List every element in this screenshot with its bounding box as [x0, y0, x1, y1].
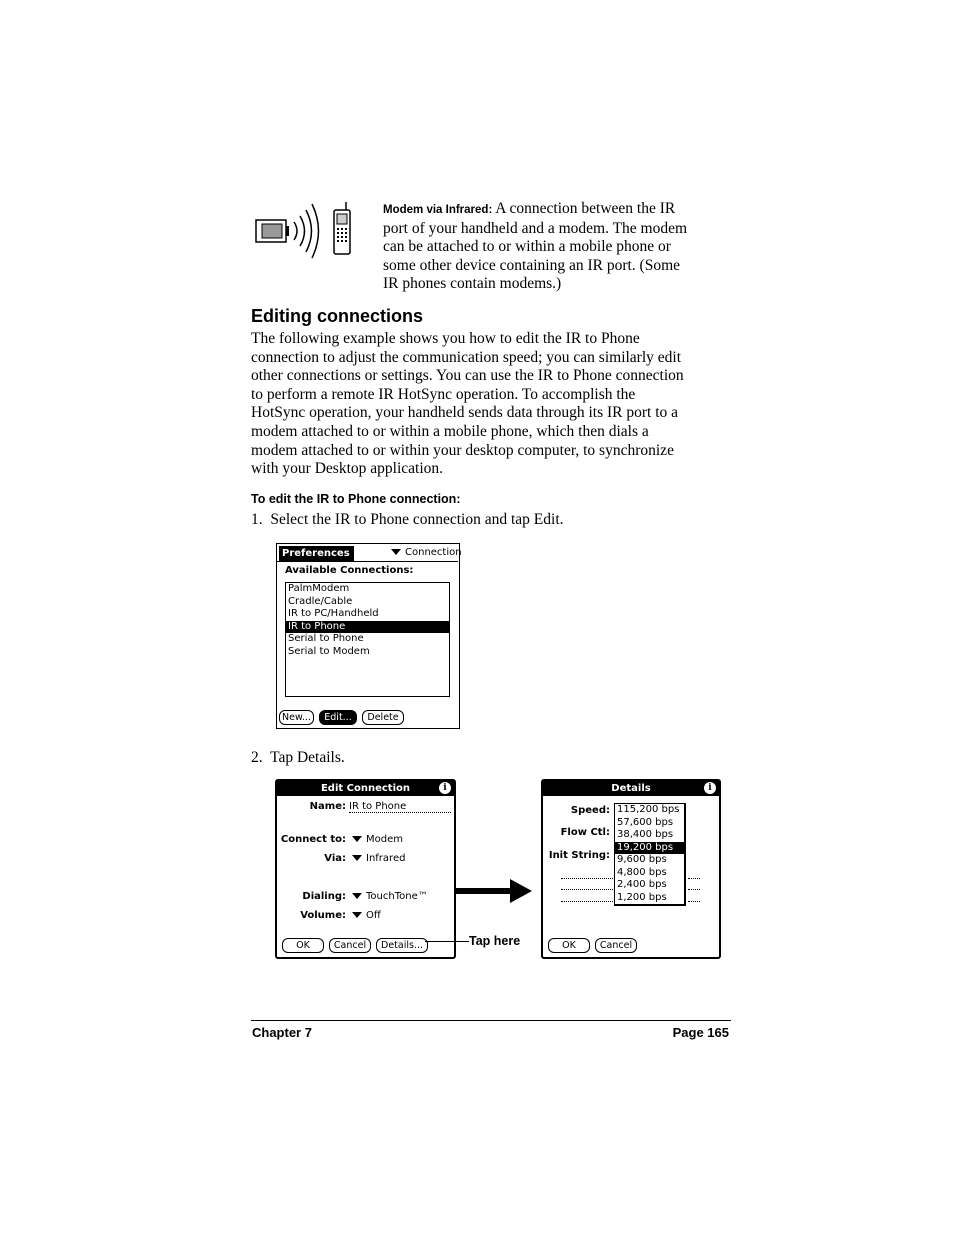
preferences-title: Preferences: [279, 546, 354, 561]
edit-connection-title: [277, 781, 454, 796]
flow-control-label: Flow Ctl:: [560, 827, 610, 838]
footer-page: Page 165: [672, 1025, 729, 1040]
delete-button[interactable]: Delete: [362, 710, 404, 725]
chevron-down-icon: [352, 836, 362, 842]
footer-chapter: Chapter 7: [252, 1025, 312, 1040]
body-line: other connections or settings. You can use the IR to Phone connection: [251, 367, 684, 385]
new-button[interactable]: New...: [279, 710, 314, 725]
section-heading: Editing connections: [251, 306, 424, 326]
dialing-picker[interactable]: [352, 891, 428, 902]
details-screen: [541, 779, 721, 959]
via-picker[interactable]: [352, 853, 405, 864]
modem-line: A connection between the IR: [492, 200, 676, 217]
tap-here-callout: Tap here: [469, 934, 521, 948]
list-item[interactable]: 38,400 bps: [617, 829, 674, 840]
connections-list[interactable]: [285, 582, 450, 697]
arrow-right-icon: [456, 876, 536, 906]
list-item[interactable]: 4,800 bps: [617, 866, 667, 878]
category-value: Connection: [405, 547, 462, 558]
init-string-line: [561, 878, 613, 879]
edit-connection-title-text: Edit Connection: [320, 783, 411, 794]
step-2: 2. Tap Details.: [251, 749, 345, 766]
modem-line: can be attached to or within a mobile phone or: [383, 238, 671, 256]
init-string-line: [561, 889, 613, 890]
via-value: Infrared: [366, 853, 406, 864]
details-button[interactable]: Details...: [376, 938, 428, 953]
list-item[interactable]: 9,600 bps: [617, 854, 667, 865]
callout-line: [425, 941, 469, 942]
init-string-line: [688, 901, 700, 902]
chevron-down-icon: [391, 549, 401, 555]
info-icon[interactable]: i: [704, 782, 716, 794]
details-title-text: Details: [611, 783, 651, 794]
body-line: to perform a remote IR HotSync operation. To accomplish the: [251, 385, 636, 403]
list-item-selected[interactable]: IR to Phone: [286, 621, 449, 634]
modem-line: some other device containing an IR port. (Some: [383, 256, 681, 274]
init-string-line: [688, 878, 700, 879]
chevron-down-icon: [352, 912, 362, 918]
list-item[interactable]: PalmModem: [288, 583, 350, 594]
body-line: connection to adjust the communication speed; you can similarly edit: [251, 348, 682, 366]
list-item[interactable]: 1,200 bps: [617, 891, 667, 903]
modem-line: port of your handheld and a modem. The modem: [383, 219, 688, 237]
list-item[interactable]: Cradle/Cable: [288, 595, 353, 607]
init-string-line: [561, 901, 613, 902]
title-rule: [277, 561, 458, 562]
available-connections-label: Available Connections:: [285, 565, 414, 576]
list-item[interactable]: Serial to Phone: [288, 633, 364, 644]
list-item[interactable]: IR to PC/Handheld: [288, 608, 379, 619]
list-item[interactable]: Serial to Modem: [288, 645, 370, 657]
init-string-label: Init String:: [548, 850, 610, 861]
infrared-signal-icon: [254, 200, 354, 260]
section-body: [251, 330, 731, 479]
volume-value: Off: [366, 910, 381, 921]
modem-label: Modem via Infrared:: [383, 204, 493, 216]
via-label: Via:: [324, 853, 346, 864]
cancel-button[interactable]: Cancel: [595, 938, 637, 953]
ok-button[interactable]: OK: [282, 938, 324, 953]
chevron-down-icon: [352, 855, 362, 861]
list-item[interactable]: 57,600 bps: [617, 816, 674, 828]
details-title: [543, 781, 719, 796]
list-item-selected[interactable]: 19,200 bps: [615, 842, 684, 855]
speed-label: Speed:: [570, 805, 610, 816]
dialing-label: Dialing:: [302, 891, 346, 902]
name-field[interactable]: IR to Phone: [349, 801, 407, 812]
body-line: HotSync operation, your handheld sends data through its IR port to a: [251, 404, 679, 422]
body-line: The following example shows you how to edit the IR to Phone: [251, 330, 640, 347]
preferences-screen: [276, 543, 460, 729]
dialing-value: TouchTone™: [366, 891, 428, 902]
body-line: modem attached to or within a mobile phone, which then dials a: [251, 422, 649, 440]
speed-popup-list[interactable]: [614, 803, 686, 906]
chevron-down-icon: [352, 893, 362, 899]
edit-connection-screen: [275, 779, 456, 959]
info-icon[interactable]: i: [439, 782, 451, 794]
footer-rule: [251, 1020, 731, 1021]
modem-via-infrared-paragraph: [383, 200, 728, 294]
step-1: 1. Select the IR to Phone connection and tap Edit.: [251, 511, 564, 528]
connect-to-label: Connect to:: [280, 834, 346, 845]
procedure-heading: To edit the IR to Phone connection:: [251, 492, 461, 506]
volume-label: Volume:: [300, 910, 346, 921]
init-string-line: [688, 889, 700, 890]
list-item[interactable]: 115,200 bps: [617, 804, 680, 815]
name-field-underline: [349, 812, 451, 813]
modem-line: IR phones contain modems.): [383, 275, 562, 293]
volume-picker[interactable]: [352, 910, 381, 921]
body-line: modem attached to or within your desktop computer, to synchronize: [251, 441, 674, 459]
edit-button[interactable]: Edit...: [319, 710, 357, 725]
cancel-button[interactable]: Cancel: [329, 938, 371, 953]
connect-to-value: Modem: [366, 834, 403, 845]
list-item[interactable]: 2,400 bps: [617, 879, 667, 890]
connect-to-picker[interactable]: [352, 834, 403, 845]
name-label: Name:: [309, 801, 346, 812]
infrared-modem-illustration: [254, 200, 354, 260]
ok-button[interactable]: OK: [548, 938, 590, 953]
category-picker[interactable]: [391, 547, 462, 559]
body-line: with your Desktop application.: [251, 460, 443, 478]
